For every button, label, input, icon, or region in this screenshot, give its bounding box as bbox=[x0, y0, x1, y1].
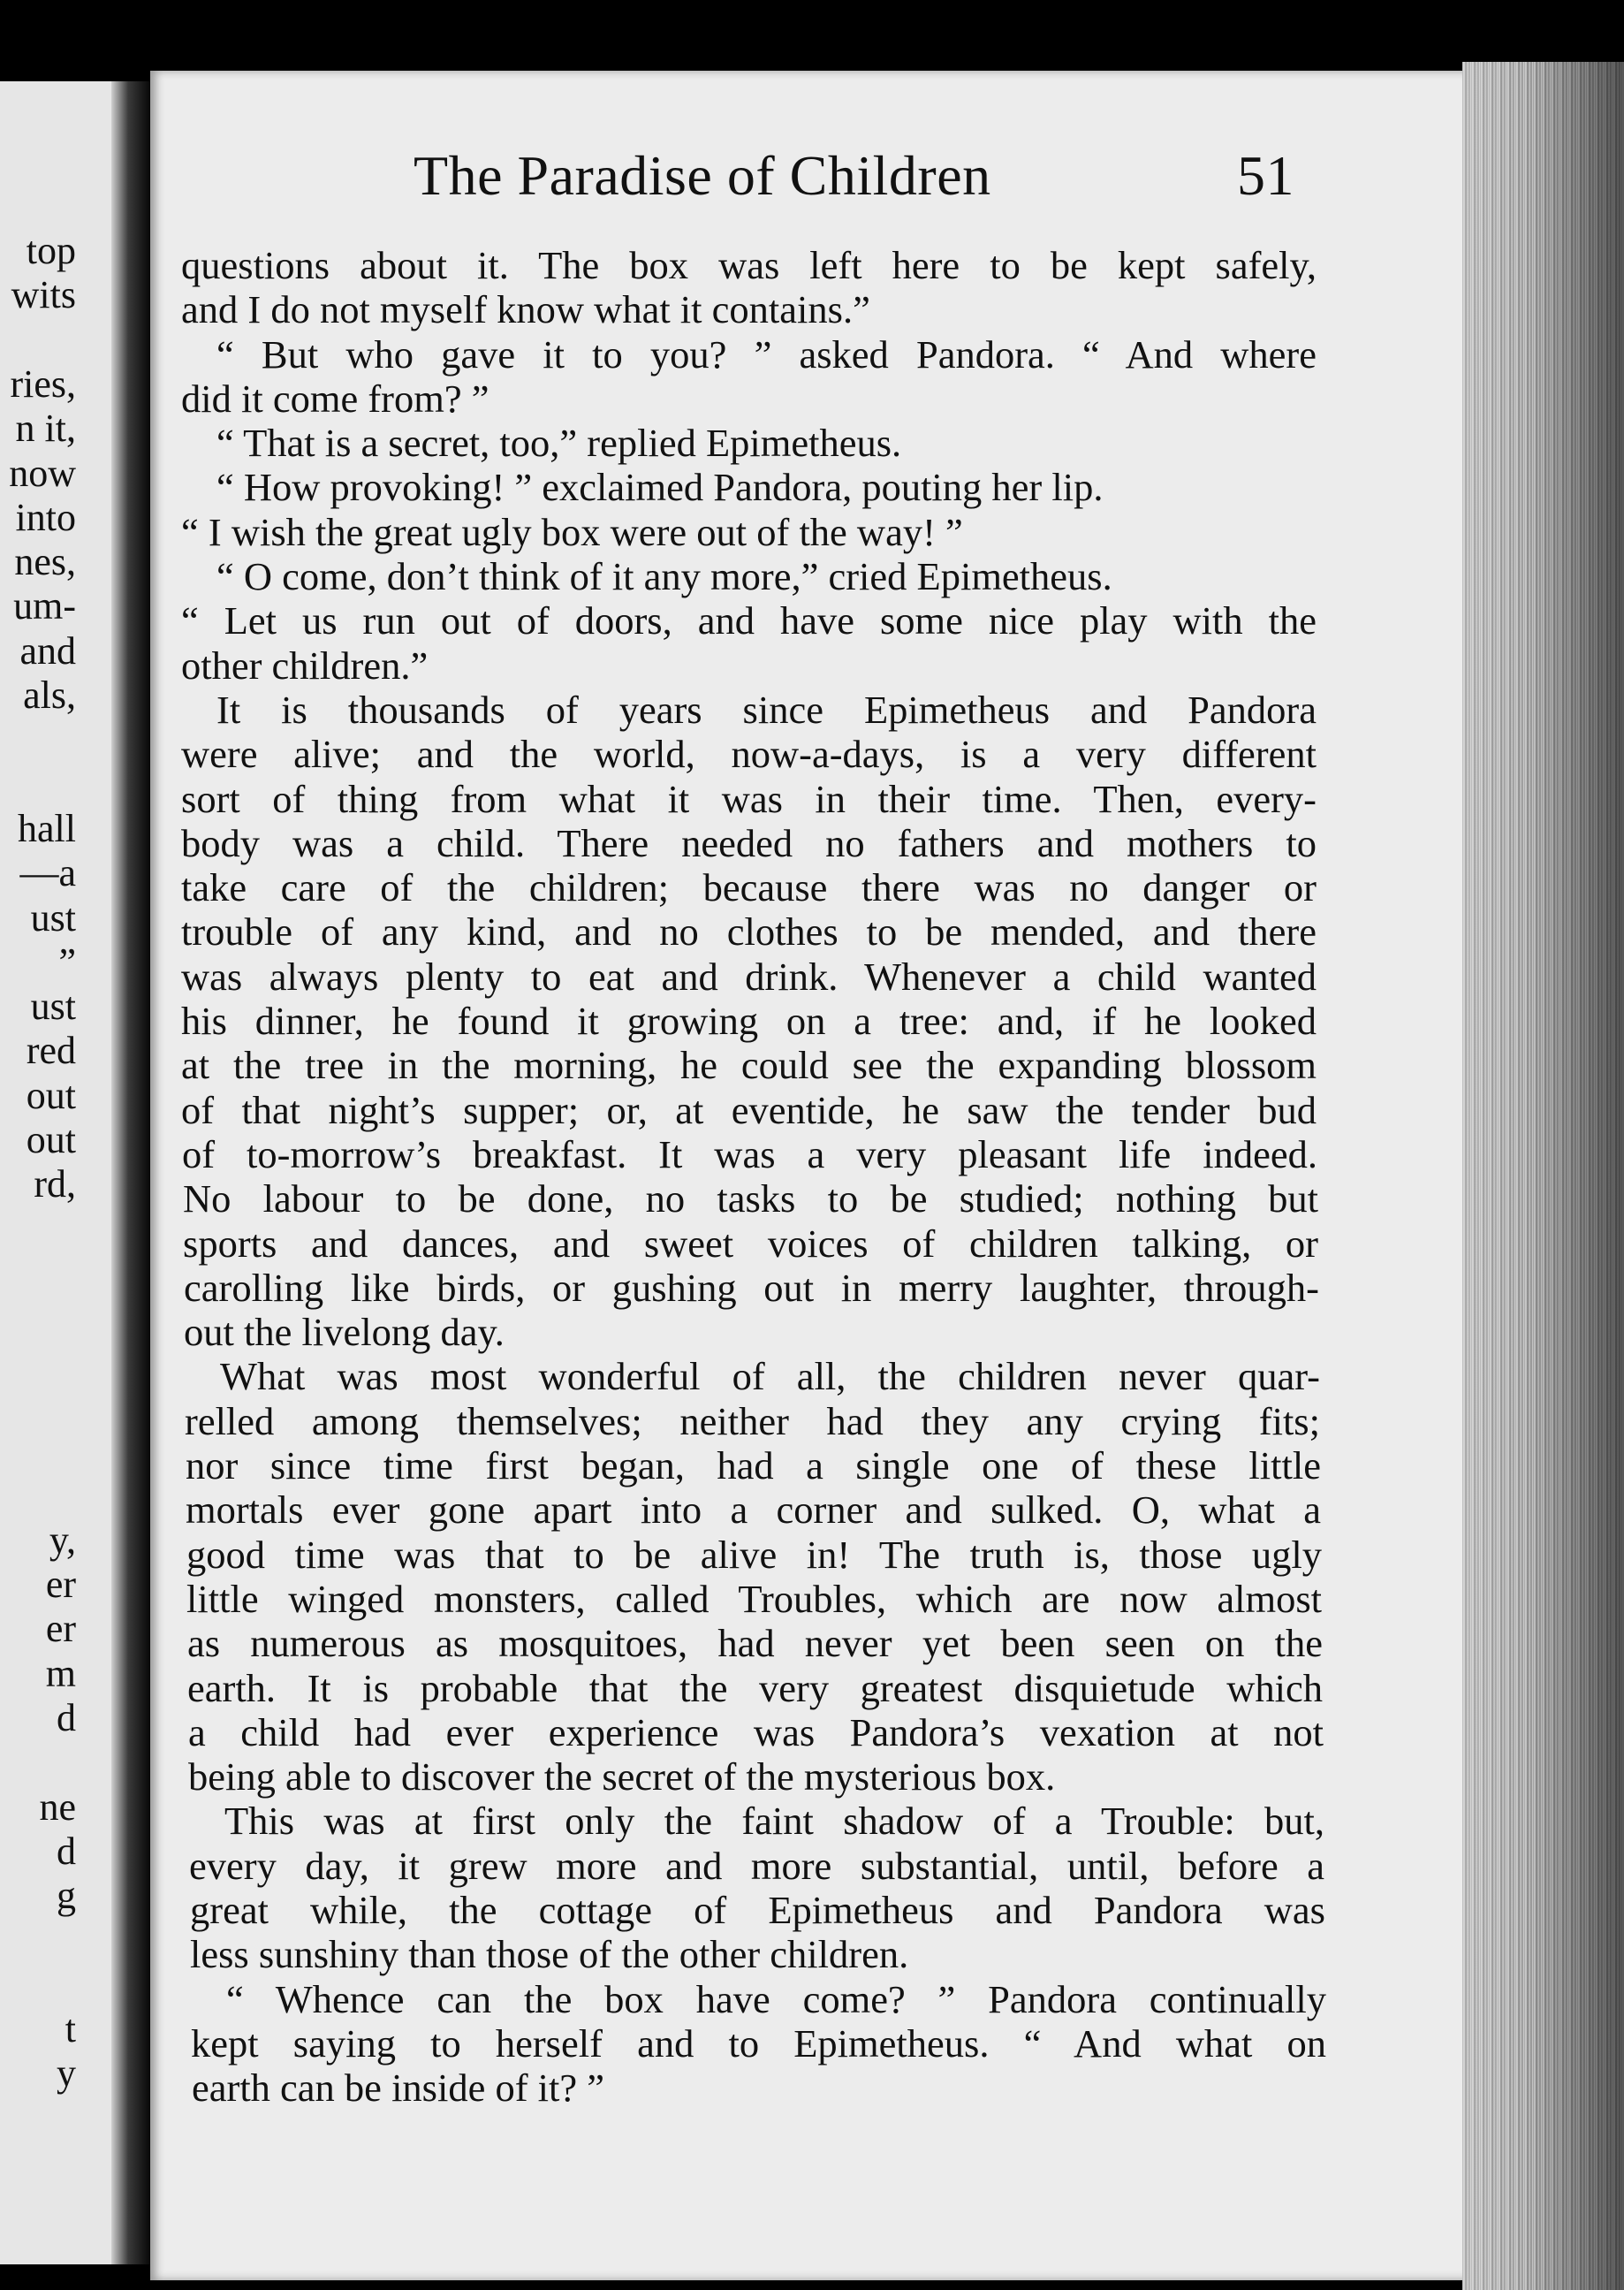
facing-page-fragment: rd, bbox=[34, 1162, 76, 1206]
facing-page-fragment: and bbox=[19, 628, 76, 673]
text-line: out the livelong day. bbox=[184, 1310, 505, 1355]
page-number: 51 bbox=[1237, 144, 1294, 207]
text-line: “ O come, don’t think of it any more,” cried Epimetheus. bbox=[216, 554, 1112, 599]
text-line: “ Let us run out of doors, and have some nice play with the bbox=[181, 598, 1317, 643]
facing-page-fragment: n it, bbox=[15, 407, 76, 451]
text-line: “ That is a secret, too,” replied Epimetheus. bbox=[216, 421, 902, 466]
text-line: trouble of any kind, and no clothes to be mended, and there bbox=[181, 909, 1317, 955]
text-line: questions about it. The box was left here to be kept safely, bbox=[181, 243, 1317, 287]
facing-page-fragment: wits bbox=[11, 273, 76, 317]
facing-page-fragment: nes, bbox=[14, 540, 76, 584]
text-line: other children.” bbox=[181, 643, 429, 688]
facing-page-fragment: er bbox=[45, 1607, 76, 1651]
facing-page-fragment: into bbox=[15, 495, 76, 539]
facing-page-fragment: ries, bbox=[10, 361, 76, 406]
text-line: were alive; and the world, now-a-days, is a very different bbox=[181, 732, 1317, 777]
text-line: sports and dances, and sweet voices of children talking, or bbox=[183, 1221, 1318, 1266]
text-line: nor since time first began, had a single one of these little bbox=[186, 1443, 1321, 1488]
text-line: “ I wish the great ugly box were out of the way! ” bbox=[181, 509, 963, 554]
book-gutter bbox=[111, 81, 154, 2264]
text-line: less sunshiny than those of the other children. bbox=[190, 1932, 909, 1977]
text-line: little winged monsters, called Troubles, which are now almost bbox=[186, 1576, 1322, 1621]
text-line: “ How provoking! ” exclaimed Pandora, pouting her lip. bbox=[216, 465, 1104, 510]
facing-page-fragment: er bbox=[45, 1563, 76, 1606]
running-head-title: The Paradise of Children bbox=[414, 144, 991, 207]
facing-page-fragment: —a bbox=[19, 851, 76, 895]
facing-page-fragment: y bbox=[57, 2051, 76, 2096]
text-line: did it come from? ” bbox=[181, 376, 489, 421]
text-line: This was at first only the faint shadow of a Trouble: but, bbox=[224, 1799, 1324, 1844]
text-line: good time was that to be alive in! The truth is, those ugly bbox=[186, 1532, 1322, 1577]
facing-page-fragment: out bbox=[26, 1118, 76, 1161]
text-line: mortals ever gone apart into a corner and sulked. O, what a bbox=[186, 1487, 1321, 1533]
text-line: a child had ever experience was Pandora’s vexation at not bbox=[188, 1709, 1324, 1754]
text-line: earth. It is probable that the very greatest disquietude which bbox=[187, 1665, 1323, 1710]
facing-page-fragment: um- bbox=[13, 584, 76, 628]
text-line: every day, it grew more and more substantial, until, before a bbox=[189, 1843, 1324, 1888]
text-line: sort of thing from what it was in their time. Then, every- bbox=[181, 776, 1317, 821]
facing-page-fragment: m bbox=[45, 1651, 76, 1695]
facing-page-fragment: ust bbox=[30, 985, 76, 1029]
facing-page-fragment: t bbox=[65, 2007, 76, 2050]
facing-page-fragment: now bbox=[9, 451, 76, 495]
text-line: at the tree in the morning, he could see the expanding blossom bbox=[181, 1043, 1317, 1088]
body-text bbox=[181, 243, 1326, 2111]
facing-page-fragment: red bbox=[26, 1029, 76, 1073]
text-line: It is thousands of years since Epimetheus and Pandora bbox=[216, 687, 1317, 732]
facing-page-fragment: ” bbox=[58, 940, 76, 984]
text-line: his dinner, he found it growing on a tree: and, if he looked bbox=[181, 999, 1317, 1044]
facing-page-fragment: d bbox=[57, 1695, 76, 1739]
text-line: as numerous as mosquitoes, had never yet been seen on the bbox=[187, 1621, 1323, 1666]
text-line: take care of the children; because there was no danger or bbox=[181, 865, 1317, 910]
text-line: carolling like birds, or gushing out in merry laughter, through- bbox=[184, 1265, 1319, 1310]
text-line: was always plenty to eat and drink. Whenever a child wanted bbox=[181, 954, 1317, 999]
text-line: body was a child. There needed no fathers and mothers to bbox=[181, 820, 1317, 865]
text-line: being able to discover the secret of the mysterious box. bbox=[188, 1754, 1056, 1799]
facing-page-fragment: als, bbox=[23, 673, 76, 717]
text-line: great while, the cottage of Epimetheus and Pandora was bbox=[190, 1887, 1325, 1932]
text-line: and I do not myself know what it contains.” bbox=[181, 287, 870, 332]
text-line: of to-morrow’s breakfast. It was a very pleasant life indeed. bbox=[182, 1131, 1317, 1176]
page-edges bbox=[1462, 62, 1624, 2290]
facing-page-fragment: hall bbox=[18, 806, 76, 850]
text-line: of that night’s supper; or, at eventide, he saw the tender bud bbox=[181, 1087, 1317, 1132]
text-line: What was most wonderful of all, the children never quar- bbox=[220, 1354, 1320, 1399]
text-line: relled among themselves; neither had they any crying fits; bbox=[185, 1398, 1320, 1443]
text-line: No labour to be done, no tasks to be studied; nothing but bbox=[183, 1176, 1318, 1221]
facing-page-fragment: top bbox=[26, 229, 76, 272]
facing-page-fragment: g bbox=[57, 1874, 76, 1918]
facing-page-fragment: ust bbox=[30, 895, 76, 940]
facing-page-fragment: ne bbox=[39, 1784, 76, 1829]
text-line: kept saying to herself and to Epimetheus. “ And what on bbox=[191, 2020, 1326, 2066]
text-line: “ Whence can the box have come? ” Pandora continually bbox=[226, 1976, 1326, 2021]
facing-page-fragment: out bbox=[26, 1073, 76, 1117]
facing-page-fragment: d bbox=[57, 1829, 76, 1873]
facing-page-fragment: y, bbox=[49, 1518, 76, 1562]
text-line: earth can be inside of it? ” bbox=[192, 2066, 605, 2111]
text-line: “ But who gave it to you? ” asked Pandora. “ And where bbox=[216, 331, 1317, 377]
